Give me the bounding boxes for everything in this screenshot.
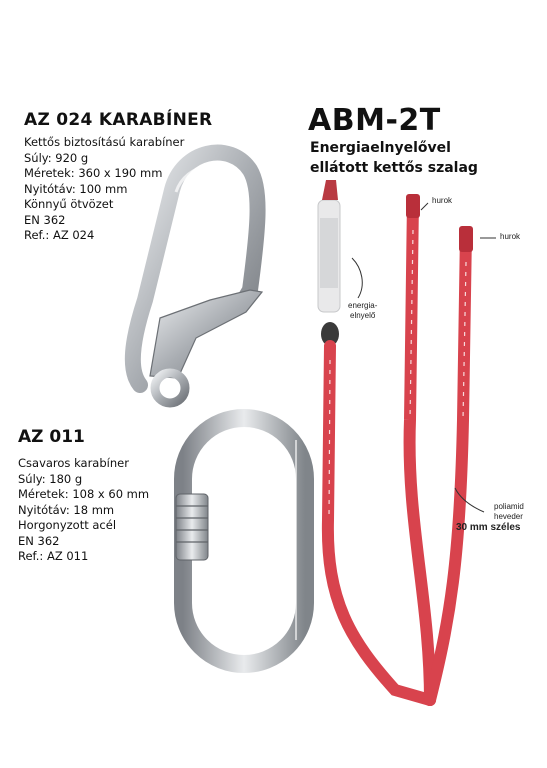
az011-spec-description: Csavaros karabíner xyxy=(18,456,129,470)
abm2t-lanyard-image xyxy=(318,180,496,700)
az011-spec-list xyxy=(18,456,149,565)
az011-spec-standard: EN 362 xyxy=(18,533,60,548)
callout-energia-line2: elnyelő xyxy=(350,311,376,320)
callout-energia-line1: energia- xyxy=(348,301,378,310)
az024-spec-material: Könnyű ötvözet xyxy=(24,197,114,211)
az024-spec-standard: EN 362 xyxy=(24,212,66,227)
callout-poliamid-line2: heveder xyxy=(494,512,523,521)
az011-carabiner-image xyxy=(176,418,305,664)
az024-spec-opening: Nyitótáv: 100 mm xyxy=(24,181,128,196)
callout-poliamid-heveder xyxy=(494,502,524,522)
az024-spec-dimensions: Méretek: 360 x 190 mm xyxy=(24,166,163,180)
callout-width: 30 mm széles xyxy=(456,522,521,533)
callout-poliamid-line1: poliamid xyxy=(494,502,524,511)
callout-hurok-2: hurok xyxy=(500,232,521,241)
az011-spec-dimensions: Méretek: 108 x 60 mm xyxy=(18,487,150,501)
az024-spec-ref: Ref.: AZ 024 xyxy=(24,228,95,242)
az024-title: AZ 024 KARABÍNER xyxy=(24,110,213,130)
az011-spec-opening: Nyitótáv: 18 mm xyxy=(18,502,115,517)
az011-spec-ref: Ref.: AZ 011 xyxy=(18,549,89,563)
az024-spec-description: Kettős biztosítású karabíner xyxy=(24,135,185,149)
az011-spec-material: Horgonyzott acél xyxy=(18,518,117,532)
abm2t-subtitle-line1: Energiaelnyelővel xyxy=(310,140,451,156)
az024-spec-list xyxy=(24,135,184,244)
az011-spec-weight: Súly: 180 g xyxy=(18,471,83,486)
callout-hurok-1: hurok xyxy=(432,196,453,205)
callout-energiaelnyelo xyxy=(348,301,377,321)
arrow-icon xyxy=(421,203,428,210)
abm2t-title: ABM-2T xyxy=(308,103,441,138)
az024-spec-weight: Súly: 920 g xyxy=(24,150,89,165)
abm2t-subtitle-line2: ellátott kettős szalag xyxy=(310,160,478,176)
az011-title: AZ 011 xyxy=(18,427,85,447)
